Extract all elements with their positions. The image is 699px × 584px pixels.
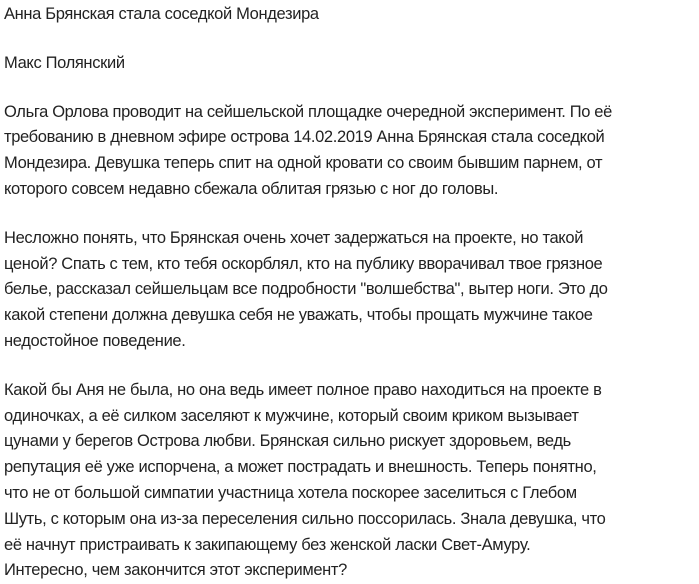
paragraph-line: Мондезира. Девушка теперь спит на одной кровати со своим бывшим парнем, от: [4, 154, 603, 173]
paragraph-line: что не от большой симпатии участница хотела поскорее заселиться с Глебом: [4, 483, 577, 502]
paragraph-line: требованию в дневном эфире острова 14.02.2019 Анна Брянская стала соседкой: [4, 128, 605, 147]
paragraph-line: которого совсем недавно сбежала облитая грязью с ног до головы.: [4, 179, 499, 198]
paragraph: [4, 378, 699, 584]
paragraph-line: цунами у берегов Острова любви. Брянская сильно рискует здоровьем, ведь: [4, 432, 571, 451]
title-text: Анна Брянская стала соседкой Мондезира: [4, 5, 319, 23]
paragraph-line: Шуть, с которым она из-за переселения сильно поссорилась. Знала девушка, что: [4, 509, 606, 528]
paragraph-line: Несложно понять, что Брянская очень хочет задержаться на проекте, но такой: [4, 228, 584, 247]
paragraph-line: одиночках, а её силком заселяют к мужчине, который своим криком вызывает: [4, 406, 579, 425]
article-author: [4, 51, 699, 77]
paragraph-line: её начнут пристраивать к закипающему без женской ласки Свет-Амуру.: [4, 535, 531, 554]
paragraph: [4, 226, 699, 355]
paragraph-line: какой степени должна девушка себя не уважать, чтобы прощать мужчине такое: [4, 306, 593, 325]
paragraph: [4, 100, 699, 203]
author-text: Макс Полянский: [4, 53, 125, 72]
article-title: [4, 2, 699, 28]
paragraph-line: Ольга Орлова проводит на сейшельской площадке очередной эксперимент. По её: [4, 102, 612, 121]
paragraph-line: Интересно, чем закончится этот эксперимент?: [4, 561, 347, 580]
paragraph-line: недостойное поведение.: [4, 331, 186, 350]
article-body: [4, 100, 699, 584]
paragraph-line: Какой бы Аня не была, но она ведь имеет полное право находиться на проекте в: [4, 380, 602, 399]
paragraph-line: белье, рассказал сейшельцам все подробности "волшебства", вытер ноги. Это до: [4, 280, 608, 299]
paragraph-line: репутация её уже испорчена, а может пострадать и внешность. Теперь понятно,: [4, 458, 597, 477]
paragraph-line: ценой? Спать с тем, кто тебя оскорблял, кто на публику вворачивал твое грязное: [4, 254, 603, 273]
